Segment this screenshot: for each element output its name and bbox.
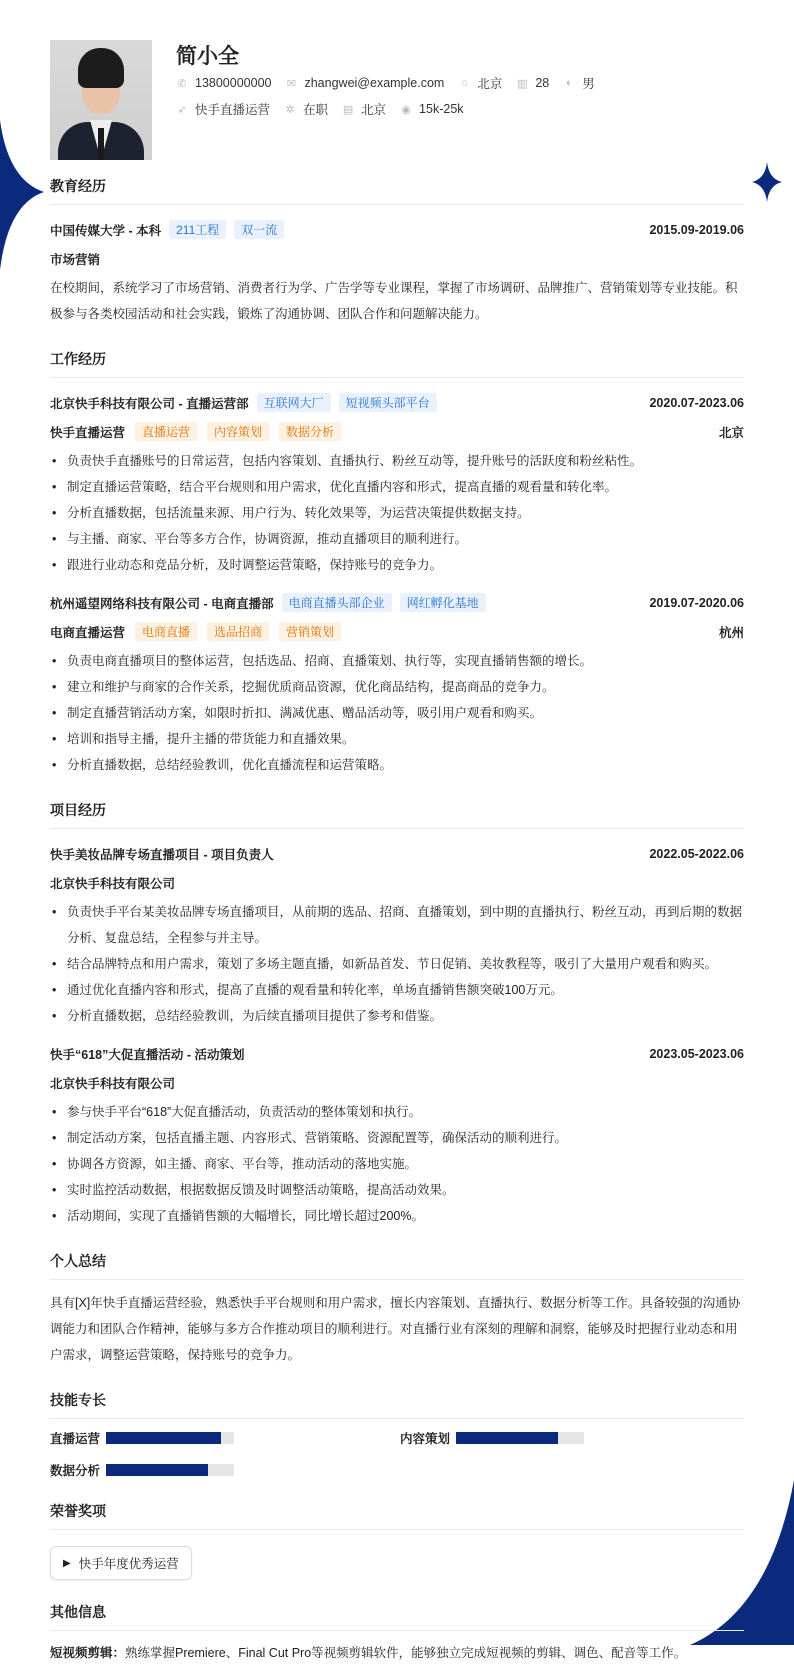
role: 电商直播运营 [50,625,126,640]
bullet-item: • 负责电商直播项目的整体运营，包括选品、招商、直播策划、执行等，实现直播销售额的增长。 [50,648,744,674]
date: 2022.05-2022.06 [649,846,744,861]
email: zhangwei@example.com [304,76,445,90]
section-title: 项目经历 [50,800,744,829]
age-icon: ▥ [517,77,528,90]
company: 杭州遥望网络科技有限公司 - 电商直播部 [50,596,274,611]
triangle-right-icon: ▶ [63,1557,71,1569]
building-icon: ▤ [342,103,354,116]
bullet-item: • 制定活动方案，包括直播主题、内容形式、营销策略、资源配置等，确保活动的顺利进行。 [50,1125,744,1151]
skill-bar [106,1432,234,1444]
salary-icon: ◉ [401,103,411,116]
other-text: 熟练掌握Premiere、Final Cut Pro等视频剪辑软件，能够独立完成短视频的剪辑、调色、配音等工作。 [125,1646,687,1660]
section-title: 个人总结 [50,1251,744,1280]
project-item [50,1039,744,1229]
skill-bar-fill [106,1464,208,1476]
skill-bar-fill [456,1432,558,1444]
bullet-item: • 制定直播营销活动方案，如限时折扣、满减优惠、赠品活动等，吸引用户观看和购买。 [50,700,744,726]
date: 2015.09-2019.06 [649,222,744,237]
bullet-item: • 分析直播数据，总结经验教训，为后续直播项目提供了参考和借鉴。 [50,1003,744,1029]
skill-tag: 内容策划 [207,422,269,441]
section-title: 荣誉奖项 [50,1501,744,1530]
skill-name: 内容策划 [400,1432,451,1446]
skill-bar [456,1432,584,1444]
project-title: 快手“618”大促直播活动 - 活动策划 [50,1047,245,1062]
education-desc: 在校期间，系统学习了市场营销、消费者行为学、广告学等专业课程，掌握了市场调研、品牌推广、营销策划等专业技能。积极参与各类校园活动和社会实践，锻炼了沟通协调、团队合作和问题解决能力。 [50,281,738,321]
salary: 15k-25k [419,102,464,116]
award-label: 快手年度优秀运营 [78,1557,179,1571]
job-status: 在职 [303,103,329,117]
work-section [50,349,744,778]
role: 快手直播运营 [50,425,126,440]
section-title: 工作经历 [50,349,744,378]
bullet-item: • 实时监控活动数据，根据数据反馈及时调整活动策略，提高活动效果。 [50,1177,744,1203]
date: 2023.05-2023.06 [649,1046,744,1061]
section-title: 教育经历 [50,176,744,205]
target-city: 北京 [361,103,387,117]
send-icon: ➶ [177,103,187,116]
sparkle-star-icon [752,162,782,202]
bullet-item: • 参与快手平台“618”大促直播活动，负责活动的整体策划和执行。 [50,1099,744,1125]
project-title: 快手美妆品牌专场直播项目 - 项目负责人 [50,847,274,862]
skill-bar [106,1464,234,1476]
tag: 电商直播头部企业 [282,593,392,612]
project-item [50,839,744,1029]
tag: 短视频头部平台 [339,393,437,412]
skill-tag: 选品招商 [207,622,269,641]
skill-tag: 数据分析 [279,422,341,441]
major: 市场营销 [50,252,101,267]
skill-tag: 营销策划 [279,622,341,641]
tag: 双一流 [234,220,284,239]
location: 杭州 [718,625,744,640]
work-item [50,588,744,778]
date: 2020.07-2023.06 [649,395,744,410]
bullet-item: • 通过优化直播内容和形式，提高了直播的观看量和转化率，单场直播销售额突破100万元。 [50,977,744,1003]
tag: 网红孵化基地 [400,593,486,612]
mail-icon: ✉ [286,77,297,90]
section-title: 技能专长 [50,1390,744,1419]
bullet-item: • 协调各方资源，如主播、商家、平台等，推动活动的落地实施。 [50,1151,744,1177]
bullet-item: • 活动期间，实现了直播销售额的大幅增长，同比增长超过200%。 [50,1203,744,1229]
school: 中国传媒大学 - 本科 [50,223,162,238]
work-item [50,388,744,578]
skill-tag: 直播运营 [135,422,197,441]
phone-icon: ✆ [177,77,187,90]
bullet-item: • 建立和维护与商家的合作关系，挖掘优质商品资源，优化商品结构，提高商品的竞争力。 [50,674,744,700]
skill-item [50,1429,400,1447]
summary-text: 具有[X]年快手直播运营经验，熟悉快手平台规则和用户需求，擅长内容策划、直播执行、数据分析等工作。具备较强的沟通协调能力和团队合作精神，能够与多方合作推动项目的顺利进行。对直播行业有深刻的理解和洞察，能够及时把握行业动态和用户需求，调整运营策略，保持账号的竞争力。 [50,1296,741,1362]
target-job: 快手直播运营 [195,103,271,117]
bullet-item: • 制定直播运营策略，结合平台规则和用户需求，优化直播内容和形式，提高直播的观看量和转化率。 [50,474,744,500]
award-item[interactable] [50,1546,192,1580]
other-section [50,1602,744,1665]
status-icon: ✲ [285,103,295,116]
skills-section [50,1390,744,1479]
bullet-item: • 分析直播数据，总结经验教训，优化直播流程和运营策略。 [50,752,744,778]
avatar [50,40,152,160]
project-org: 北京快手科技有限公司 [50,1076,176,1091]
skill-item [50,1461,400,1479]
skill-bar-fill [106,1432,221,1444]
summary-section [50,1251,744,1368]
city: 北京 [477,77,503,91]
bullet-item: • 培训和指导主播，提升主播的带货能力和直播效果。 [50,726,744,752]
tag: 互联网大厂 [257,393,331,412]
skill-item [400,1429,744,1447]
awards-section [50,1501,744,1580]
location: 北京 [718,425,744,440]
age: 28 [535,76,550,90]
education-section [50,176,744,327]
candidate-name: 简小全 [176,45,239,68]
section-title: 其他信息 [50,1602,744,1631]
other-label: 短视频剪辑： [50,1646,126,1660]
profile-header [50,40,744,162]
tag: 211工程 [169,220,226,239]
bullet-item: • 与主播、商家、平台等多方合作，协调资源，推动直播项目的顺利进行。 [50,526,744,552]
home-icon: ⌂ [461,77,468,89]
bullet-item: • 跟进行业动态和竞品分析，及时调整运营策略，保持账号的竞争力。 [50,552,744,578]
bullet-item: • 结合品牌特点和用户需求，策划了多场主题直播，如新品首发、节日促销、美妆教程等，吸引了大量用户观看和购买。 [50,951,744,977]
bullet-item: • 负责快手平台某美妆品牌专场直播项目，从前期的选品、招商、直播策划，到中期的直播执行、粉丝互动，再到后期的数据分析、复盘总结，全程参与并主导。 [50,899,744,951]
bullet-item: • 分析直播数据，包括流量来源、用户行为、转化效果等，为运营决策提供数据支持。 [50,500,744,526]
skill-tag: 电商直播 [135,622,197,641]
phone: 13800000000 [195,76,272,90]
skill-name: 数据分析 [50,1464,101,1478]
project-org: 北京快手科技有限公司 [50,876,176,891]
skill-name: 直播运营 [50,1432,101,1446]
resume [50,40,744,1665]
date: 2019.07-2020.06 [649,595,744,610]
bullet-item: • 负责快手直播账号的日常运营，包括内容策划、直播执行、粉丝互动等，提升账号的活跃度和粉丝粘性。 [50,448,744,474]
projects-section [50,800,744,1229]
corner-curve-left-decoration [0,120,50,270]
company: 北京快手科技有限公司 - 直播运营部 [50,396,249,411]
gender-icon: ◐ [565,77,573,89]
gender: 男 [582,77,595,91]
